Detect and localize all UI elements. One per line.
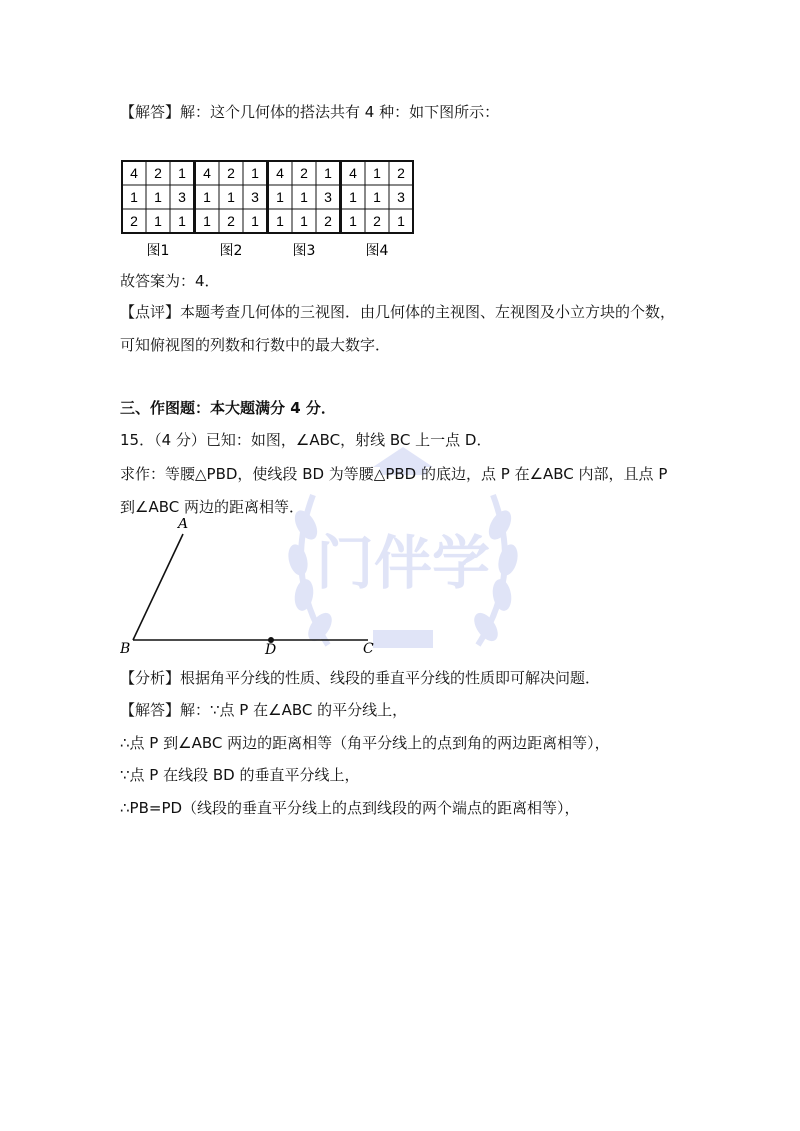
grid-cell-value: 2 (154, 165, 162, 181)
grid-figure-2 (195, 161, 267, 259)
grid-cell-value: 4 (349, 165, 357, 181)
grid-cell-value: 1 (300, 189, 308, 205)
grid-figure-1 (122, 161, 194, 259)
grid-cell-value: 2 (227, 213, 235, 229)
grid-figure-3 (268, 161, 340, 259)
label-c: C (363, 641, 374, 656)
question-15: 15．（4 分）已知：如图，∠ABC，射线 BC 上一点 D． (120, 431, 492, 449)
solution-line-2: ∴点 P 到∠ABC 两边的距离相等（角平分线上的点到角的两边距离相等）， (120, 734, 610, 752)
grid-cell-value: 1 (227, 189, 235, 205)
ray-ba (133, 534, 183, 640)
grid-cell-value: 1 (373, 165, 381, 181)
grid-cell-value: 4 (130, 165, 138, 181)
grid-cell-value: 2 (373, 213, 381, 229)
grid-cell-value: 1 (397, 213, 405, 229)
grid-cell-value: 1 (300, 213, 308, 229)
grid-cell-value: 2 (130, 213, 138, 229)
grid-cell-value: 1 (349, 213, 357, 229)
label-b: B (120, 641, 131, 656)
label-a: A (178, 518, 189, 532)
watermark-text: 门伴学 (315, 529, 491, 597)
grid-caption: 图2 (219, 243, 243, 259)
solution-line-3: ∵点 P 在线段 BD 的垂直平分线上， (120, 766, 360, 784)
grid-cell-value: 1 (251, 213, 259, 229)
section-heading: 三、作图题：本大题满分 4 分． (120, 399, 336, 417)
grid-cell-value: 1 (178, 165, 186, 181)
grid-cell-value: 3 (178, 189, 186, 205)
grid-cell-value: 1 (373, 189, 381, 205)
grid-cell-value: 3 (251, 189, 259, 205)
grid-cell-value: 4 (276, 165, 284, 181)
grid-cell-value: 4 (203, 165, 211, 181)
grid-cell-value: 1 (251, 165, 259, 181)
label-d: D (265, 642, 277, 656)
grid-cell-value: 1 (130, 189, 138, 205)
grid-cell-value: 1 (154, 189, 162, 205)
analysis-line: 【分析】根据角平分线的性质、线段的垂直平分线的性质即可解决问题． (120, 669, 601, 687)
solution-line-4: ∴PB=PD（线段的垂直平分线上的点到线段的两个端点的距离相等）， (120, 799, 580, 817)
grid-caption: 图1 (146, 243, 170, 259)
grid-cell-value: 1 (276, 189, 284, 205)
comment-paragraph: 【点评】本题考查几何体的三视图．由几何体的主视图、左视图及小立方块的个数，可知俯视图的列数和行数中的最大数字． (120, 303, 676, 354)
grid-cell-value: 2 (227, 165, 235, 181)
grid-cell-value: 1 (349, 189, 357, 205)
answer-result: 故答案为：4． (120, 272, 220, 290)
grid-caption: 图4 (365, 243, 389, 259)
answer-intro: 【解答】解：这个几何体的搭法共有 4 种：如下图所示： (120, 103, 500, 121)
solution-line-1: 【解答】解：∵点 P 在∠ABC 的平分线上， (120, 701, 408, 719)
grid-cell-value: 2 (300, 165, 308, 181)
angle-abc-figure (120, 518, 385, 656)
grid-cell-value: 1 (203, 189, 211, 205)
grid-cell-value: 2 (397, 165, 405, 181)
question-15-task: 求作：等腰△PBD，使线段 BD 为等腰△PBD 的底边，点 P 在∠ABC 内部，且点 P 到∠ABC 两边的距离相等． (120, 465, 668, 516)
grid-cell-value: 1 (178, 213, 186, 229)
grid-cell-value: 1 (203, 213, 211, 229)
grid-figures (121, 160, 421, 265)
grid-figure-4 (341, 161, 413, 259)
grid-cell-value: 3 (324, 189, 332, 205)
grid-cell-value: 1 (324, 165, 332, 181)
grid-cell-value: 2 (324, 213, 332, 229)
grid-caption: 图3 (292, 243, 316, 259)
grid-cell-value: 3 (397, 189, 405, 205)
grid-cell-value: 1 (154, 213, 162, 229)
grid-cell-value: 1 (276, 213, 284, 229)
